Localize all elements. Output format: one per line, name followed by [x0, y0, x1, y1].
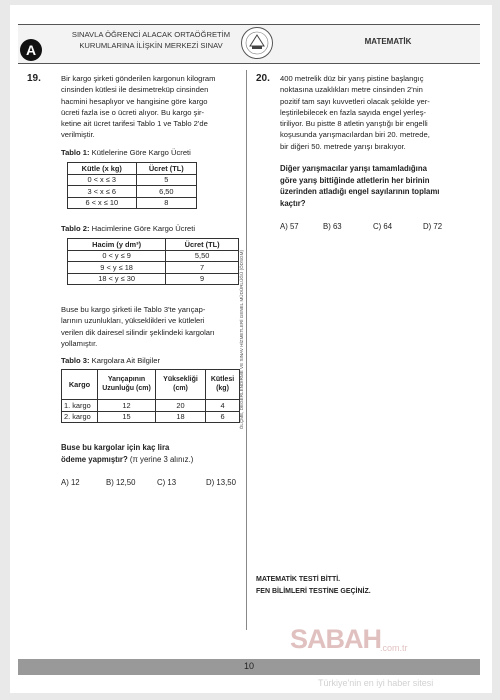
- option-c[interactable]: C) 64: [373, 222, 393, 231]
- option-a[interactable]: A) 57: [280, 222, 299, 231]
- table-row: 3 < x ≤ 6 6,50: [68, 186, 197, 198]
- table-row: 18 < y ≤ 30 9: [68, 273, 239, 285]
- page-footer: [18, 659, 480, 675]
- question-19-middle-text: Buse bu kargo şirketi ile Tablo 3'te yarıçap- larının uzunlukları, yükseklikleri ve kütleleri verilen dik dairesel silindir şeklindeki kargoları yollamıştır.: [61, 305, 215, 348]
- table-2-caption: Tablo 2: Hacimlerine Göre Kargo Ücreti: [61, 224, 196, 233]
- subject-label: MATEMATİK: [364, 37, 412, 46]
- table-header-row: Hacim (y dm³) Ücret (TL): [68, 239, 239, 251]
- table-row: 0 < x ≤ 3 5: [68, 174, 197, 186]
- option-d[interactable]: D) 13,50: [206, 478, 236, 487]
- table-row: 2. kargo 15 18 6: [62, 411, 240, 423]
- question-20-prompt: Diğer yarışmacılar yarışı tamamladığına göre yarış bittiğinde atletlerin her birinin üzerinden atladığı engel sayılarının toplamı kaçtır?: [280, 164, 440, 208]
- option-a[interactable]: A) 12: [61, 478, 80, 487]
- ödsgm-vertical-label: ÖLÇME, DEĞERLENDİRME VE SINAV HİZMETLERİ GENEL MÜDÜRLÜĞÜ (ÖDSGM): [239, 250, 244, 430]
- exam-title: SINAVLA ÖĞRENCİ ALACAK ORTAÖĞRETİM KURUMLARINA İLİŞKİN MERKEZİ SINAV: [71, 30, 231, 50]
- sabah-watermark-logo: SABAH: [290, 624, 382, 654]
- page-header: [18, 24, 480, 64]
- table-row: 9 < y ≤ 18 7: [68, 262, 239, 274]
- sabah-watermark-suffix: .com.tr: [380, 643, 408, 653]
- ministry-seal-icon: [240, 26, 274, 60]
- question-19-prompt: Buse bu kargolar için kaç lira ödeme yapmıştır? (π yerine 3 alınız.): [61, 443, 194, 464]
- option-b[interactable]: B) 12,50: [106, 478, 136, 487]
- question-19-intro: Bir kargo şirketi gönderilen kargonun kilogram cinsinden kütlesi ile desimetreküp cinsinden hacmini hesaplıyor ve hangisine göre kargo ücreti fazla ise o ücreti alıyor. Bu kargo şir- ketine ait ücret tarifesi Tablo 1 ve Tablo 2'de verilmiştir.: [61, 74, 216, 140]
- table-row: 6 < x ≤ 10 8: [68, 197, 197, 209]
- table-header-row: Kütle (x kg) Ücret (TL): [68, 163, 197, 175]
- booklet-type-badge: A: [20, 39, 42, 61]
- table-2: [67, 238, 239, 285]
- option-c[interactable]: C) 13: [157, 478, 177, 487]
- table-3-caption: Tablo 3: Kargolara Ait Bilgiler: [61, 356, 161, 365]
- option-d[interactable]: D) 72: [423, 222, 443, 231]
- question-20-number: 20.: [256, 73, 270, 84]
- table-header-row: Kargo Yarıçapının Uzunluğu (cm) Yüksekliği (cm) Kütlesi (kg): [62, 370, 240, 400]
- sabah-watermark-tagline: Türkiye'nin en iyi haber sitesi: [318, 678, 434, 688]
- table-row: 0 < y ≤ 9 5,50: [68, 250, 239, 262]
- question-20-intro: 400 metrelik düz bir yarış pistine başlangıç noktasına uzaklıkları metre cinsinden 2'nin pozitif tam sayı kuvvetleri olacak şekilde yer- leştirilebilecek en fazla sayıda engel yerleş- tiriliyor. Bu pistte 8 atletin yarıştığı bir engelli koşusunda yarışmacılardan biri 20. metrede, bir diğeri 50. metrede yarışı bırakıyor.: [280, 74, 430, 151]
- option-b[interactable]: B) 63: [323, 222, 342, 231]
- table-1-caption: Tablo 1: Kütlelerine Göre Kargo Ücreti: [61, 148, 191, 157]
- table-3: [61, 369, 240, 423]
- page-number: 10: [243, 661, 254, 671]
- question-19-number: 19.: [27, 73, 41, 84]
- table-1: [67, 162, 197, 209]
- table-row: 1. kargo 12 20 4: [62, 400, 240, 412]
- test-end-note: MATEMATİK TESTİ BİTTİ. FEN BİLİMLERİ TESTİNE GEÇİNİZ.: [256, 576, 371, 595]
